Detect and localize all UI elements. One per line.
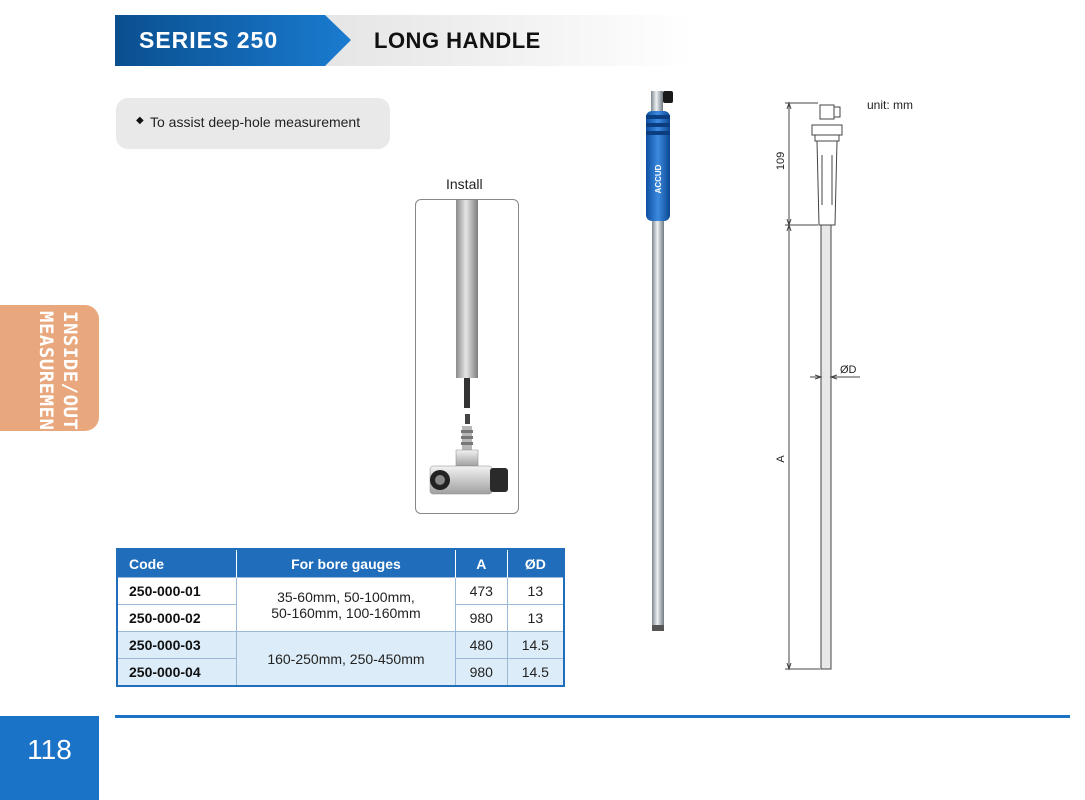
row-code: 250-000-02 [117, 605, 237, 632]
dimension-109: 109 [775, 151, 787, 171]
spec-table [116, 548, 565, 687]
header-a: A [455, 549, 507, 578]
side-tab-line1: INSIDE/OUTSIDE [59, 311, 81, 479]
page-number-box [0, 716, 99, 800]
header-od: ØD [507, 549, 564, 578]
dimension-a: A [775, 455, 787, 463]
install-label: Install [446, 176, 483, 192]
row-code: 250-000-01 [117, 578, 237, 605]
side-tab-label [22, 311, 82, 479]
table-row [117, 578, 564, 605]
series-title: SERIES 250 [139, 27, 279, 53]
technical-drawing [760, 95, 880, 675]
product-title: LONG HANDLE [374, 28, 541, 53]
feature-box [116, 98, 390, 149]
row-a: 980 [455, 659, 507, 687]
row-od: 13 [507, 605, 564, 632]
diamond-bullet-icon: ◆ [136, 115, 144, 126]
bore-range-line2: 50-160mm, 100-160mm [271, 604, 421, 621]
row-od: 14.5 [507, 632, 564, 659]
header-code: Code [117, 549, 237, 578]
row-code: 250-000-04 [117, 659, 237, 687]
row-od: 14.5 [507, 659, 564, 687]
row-od: 13 [507, 578, 564, 605]
row-code: 250-000-03 [117, 632, 237, 659]
section-side-tab [0, 305, 99, 479]
table-header-row [117, 549, 564, 578]
install-illustration [415, 199, 519, 514]
unit-label: unit: mm [867, 98, 914, 112]
brand-logo: ACCUD [654, 164, 663, 194]
row-a: 480 [455, 632, 507, 659]
table-row [117, 632, 564, 659]
header-bore-gauges: For bore gauges [237, 549, 456, 578]
product-photo [630, 85, 690, 635]
bore-range-line1: 35-60mm, 50-100mm, [277, 588, 415, 605]
page-number: 118 [27, 734, 72, 765]
dimension-od: ØD [840, 364, 857, 376]
bore-gauge-range [237, 578, 456, 632]
feature-text: To assist deep-hole measurement [150, 114, 361, 130]
side-tab-line2: MEASUREMENT [35, 311, 57, 443]
bore-gauge-range: 160-250mm, 250-450mm [237, 632, 456, 687]
row-a: 980 [455, 605, 507, 632]
footer-divider [115, 715, 1070, 718]
header-banner [115, 15, 695, 66]
install-diagram [416, 200, 518, 513]
row-a: 473 [455, 578, 507, 605]
